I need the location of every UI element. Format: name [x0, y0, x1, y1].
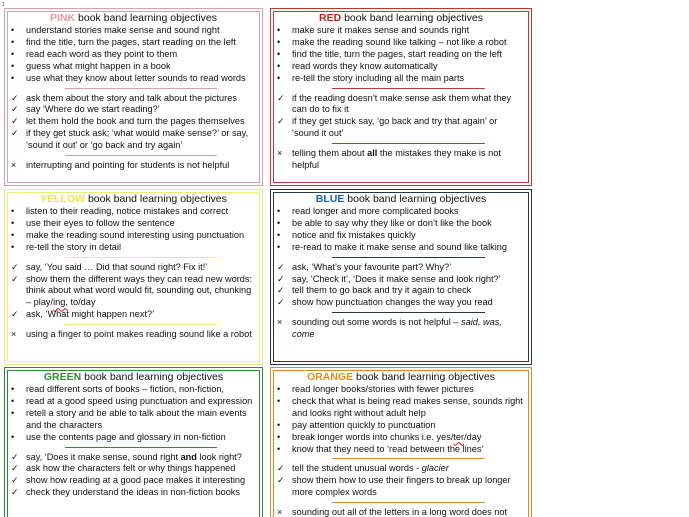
band-title	[11, 12, 256, 24]
bullet-icon: •	[277, 241, 281, 252]
bullet-icon: •	[11, 229, 15, 240]
list-item: • re-read to make it make sense and sound like talking	[277, 241, 508, 252]
list-item: • be able to say why they like or don’t like the book	[277, 217, 492, 228]
list-item: • re-tell the story in detail	[11, 241, 121, 252]
colour-word: BLUE	[315, 193, 345, 205]
list-item: • use what they know about letter sounds to read words	[11, 72, 246, 83]
divider	[65, 257, 217, 258]
list-item: • read words they know automatically	[277, 60, 438, 71]
objectives-list	[277, 25, 525, 85]
list-item: × telling them about all the mistakes they make is not helpful	[277, 148, 501, 171]
list-item: ✓ tell the student unusual words - glacier	[277, 463, 449, 474]
bullet-icon: •	[277, 206, 281, 216]
red-band-box	[270, 8, 532, 186]
cross-icon: ×	[277, 317, 283, 328]
unhelpful-list	[277, 507, 525, 517]
unhelpful-list	[277, 148, 525, 172]
title-rest: book band learning objectives	[344, 193, 487, 205]
bullet-icon: •	[277, 395, 281, 406]
list-item: • break longer words into chunks i.e. yes/ter/day	[277, 431, 482, 442]
list-item: • pay attention quickly to punctuation	[277, 419, 436, 430]
unhelpful-list	[11, 160, 256, 172]
list-item: • read each word as they point to them	[11, 48, 178, 59]
bullet-icon: •	[11, 384, 15, 394]
helpful-list	[11, 262, 256, 322]
bullet-icon: •	[11, 72, 15, 83]
checkmark-icon: ✓	[11, 116, 19, 127]
title-rest: book band learning objectives	[353, 371, 495, 383]
checkmark-icon: ✓	[11, 475, 19, 486]
list-item: ✓ if they get stuck say, ‘go back and try that again’ or ‘sound it out’	[277, 116, 498, 139]
checkmark-icon: ✓	[277, 273, 285, 284]
list-item: • make the reading sound like talking – not like a robot	[277, 36, 507, 47]
checkmark-icon: ✓	[277, 475, 285, 486]
list-item: × sounding out all of the letters in a long word does not	[277, 507, 525, 517]
bullet-icon: •	[277, 36, 281, 47]
list-item: • use the contents page and glossary in non-fiction	[11, 431, 226, 442]
bullet-icon: •	[11, 241, 15, 252]
bullet-icon: •	[277, 25, 281, 35]
list-item: × interrupting and pointing for students is not helpful	[11, 160, 230, 171]
cross-icon: ×	[277, 148, 283, 159]
checkmark-icon: ✓	[11, 104, 19, 115]
list-item: ✓ ask how the characters felt or why things happened	[11, 463, 236, 474]
yellow-band-box	[4, 189, 263, 365]
list-item: ✓ ask them about the story and talk about the pictures	[11, 92, 237, 103]
objectives-list	[11, 206, 256, 254]
bullet-icon: •	[11, 395, 15, 406]
list-item: • listen to their reading, notice mistakes and correct	[11, 206, 229, 216]
list-item: × sounding out some words is not helpful – said, was, come	[277, 317, 502, 340]
move-handle-icon[interactable]: ↕	[1, 0, 5, 8]
checkmark-icon: ✓	[11, 463, 19, 474]
bullet-icon: •	[11, 48, 15, 59]
checkmark-icon: ✓	[11, 451, 19, 462]
checkmark-icon: ✓	[11, 261, 19, 272]
list-item: ✓ if they get stuck ask; ‘what would make sense?’ or say, ‘sound it out’ or ‘go back and try again’	[11, 128, 249, 151]
list-item: ✓ show them the different ways they can read new words: think about what word would fit, sounding out, chunking – play/ing, to/day	[11, 273, 253, 308]
band-title	[277, 12, 525, 24]
list-item: ✓ show them how to use their fingers to break up longer more complex words	[277, 475, 511, 498]
list-item: • re-tell the story including all the main parts	[277, 72, 465, 83]
divider	[332, 143, 486, 144]
checkmark-icon: ✓	[277, 285, 285, 296]
bullet-icon: •	[277, 48, 281, 59]
list-item: • make the reading sound interesting using punctuation	[11, 229, 245, 240]
list-item: • understand stories make sense and sound right	[11, 25, 220, 35]
list-item: • notice and fix mistakes quickly	[277, 229, 416, 240]
list-item: ✓ show how reading at a good pace makes it interesting	[11, 475, 246, 486]
divider	[65, 324, 217, 325]
helpful-list	[277, 463, 525, 499]
cross-icon: ×	[11, 160, 17, 171]
checkmark-icon: ✓	[277, 92, 285, 103]
list-item: ✓ if the reading doesn’t make sense ask them what they can do to fix it	[277, 92, 512, 115]
list-item: • read at a good speed using punctuation and expression	[11, 395, 253, 406]
divider	[332, 88, 486, 89]
checkmark-icon: ✓	[11, 92, 19, 103]
checkmark-icon: ✓	[277, 297, 285, 308]
list-item: ✓ say, ‘Does it make sense, sound right and look right?	[11, 451, 242, 462]
bullet-icon: •	[11, 60, 15, 71]
checkmark-icon: ✓	[11, 309, 19, 320]
list-item: ✓ tell them to go back and try it again to check	[277, 285, 472, 296]
bullet-icon: •	[11, 25, 15, 35]
list-item: × using a finger to point makes reading sound like a robot	[11, 329, 252, 340]
divider	[65, 88, 217, 89]
objectives-list	[277, 206, 525, 254]
title-rest: book band learning objectives	[85, 193, 227, 205]
bullet-icon: •	[11, 36, 15, 47]
checkmark-icon: ✓	[11, 487, 19, 498]
title-rest: book band learning objectives	[341, 12, 484, 24]
colour-word: YELLOW	[40, 193, 86, 205]
list-item: ✓ ask, ‘What might happen next?’	[11, 309, 155, 320]
pink-band-box	[4, 8, 263, 186]
list-item: • retell a story and be able to talk about the main events and the characters	[11, 407, 247, 430]
divider	[65, 155, 217, 156]
divider	[332, 312, 486, 313]
blue-band-box	[270, 189, 532, 365]
colour-word: ORANGE	[307, 371, 354, 383]
band-title	[277, 371, 525, 383]
cross-icon: ×	[277, 507, 283, 517]
list-item: • read longer and more complicated books	[277, 206, 459, 216]
checkmark-icon: ✓	[277, 116, 285, 127]
list-item: ✓ check they understand the ideas in non-fiction books	[11, 487, 240, 498]
bullet-icon: •	[11, 407, 15, 418]
list-item: ✓ say, ‘You said … Did that sound right? Fix it!’	[11, 261, 208, 272]
objectives-list	[11, 25, 256, 85]
bullet-icon: •	[277, 384, 281, 394]
unhelpful-list	[277, 317, 525, 341]
helpful-list	[11, 452, 256, 500]
bullet-icon: •	[277, 217, 281, 228]
orange-band-box	[270, 367, 532, 517]
list-item: • guess what might happen in a book	[11, 60, 171, 71]
colour-word: PINK	[50, 12, 76, 24]
checkmark-icon: ✓	[277, 261, 285, 272]
list-item: • read different sorts of books – fiction, non-fiction,	[11, 384, 224, 394]
list-item: • find the title, turn the pages, start reading on the left	[277, 48, 502, 59]
checkmark-icon: ✓	[277, 463, 285, 474]
divider	[332, 458, 486, 459]
band-title	[11, 371, 256, 383]
bullet-icon: •	[11, 431, 15, 442]
bullet-icon: •	[277, 229, 281, 240]
divider	[65, 447, 217, 448]
list-item: ✓ say, ‘Check it’, ‘Does it make sense and look right?’	[277, 273, 501, 284]
checkmark-icon: ✓	[11, 273, 19, 284]
bullet-icon: •	[277, 60, 281, 71]
colour-word: RED	[318, 12, 342, 24]
bullet-icon: •	[11, 206, 15, 216]
bullet-icon: •	[277, 419, 281, 430]
helpful-list	[277, 93, 525, 141]
list-item: ✓ say ‘Where do we start reading?’	[11, 104, 160, 115]
list-item: • find the title, turn the pages, start reading on the left	[11, 36, 236, 47]
helpful-list	[11, 93, 256, 153]
cross-icon: ×	[11, 329, 17, 340]
objectives-list	[277, 384, 525, 455]
bullet-icon: •	[277, 443, 281, 454]
list-item: • know that they need to ‘read between the lines’	[277, 443, 484, 454]
list-item: • make sure it makes sense and sounds right	[277, 25, 470, 35]
colour-word: GREEN	[43, 371, 82, 383]
unhelpful-list	[11, 329, 256, 341]
objectives-list	[11, 384, 256, 444]
list-item: • use their eyes to follow the sentence	[11, 217, 175, 228]
title-rest: book band learning objectives	[75, 12, 217, 24]
list-item: • read longer books/stories with fewer pictures	[277, 384, 474, 394]
list-item: ✓ let them hold the book and turn the pages themselves	[11, 116, 245, 127]
bullet-icon: •	[277, 72, 281, 83]
list-item: • check that what is being read makes sense, sounds right and looks right without adult help	[277, 395, 523, 418]
title-rest: book band learning objectives	[81, 371, 224, 383]
divider	[332, 257, 486, 258]
checkmark-icon: ✓	[11, 128, 19, 139]
list-item: ✓ show how punctuation changes the way you read	[277, 297, 493, 308]
green-band-box	[4, 367, 263, 517]
bullet-icon: •	[11, 217, 15, 228]
band-title	[277, 193, 525, 205]
list-item: ✓ ask, ‘What’s your favourite part? Why?’	[277, 261, 452, 272]
band-title	[11, 193, 256, 205]
helpful-list	[277, 262, 525, 310]
bullet-icon: •	[277, 431, 281, 442]
divider	[332, 502, 486, 503]
